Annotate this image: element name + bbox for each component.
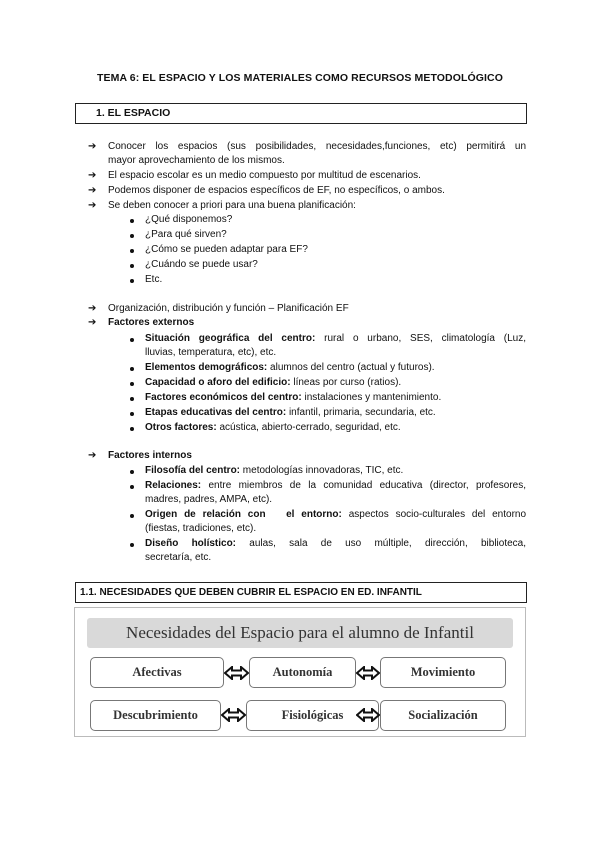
diagram-node-movimiento: Movimiento — [380, 657, 506, 688]
diagram-node-socializacion: Socialización — [380, 700, 506, 731]
bullet-dot-icon — [130, 234, 134, 238]
double-arrow-icon — [356, 708, 380, 722]
diagram-node-autonomia: Autonomía — [249, 657, 356, 688]
bullet-text: Organización, distribución y función – Planificación EF — [108, 303, 349, 314]
subheading-factores-internos: Factores internos — [108, 450, 192, 461]
bullet-dot-icon — [130, 397, 134, 401]
bullet-dot-icon — [130, 219, 134, 223]
bullet-dot-icon — [130, 485, 134, 489]
bullet-text: El espacio escolar es un medio compuesto por multitud de escenarios. — [108, 170, 421, 181]
arrow-bullet-icon: ➔ — [88, 303, 97, 314]
bullet-dot-icon — [130, 543, 134, 547]
factor-item-continued: secretaría, etc. — [145, 552, 212, 563]
factor-item-continued: (fiestas, tradiciones, etc). — [145, 523, 257, 534]
bullet-dot-icon — [130, 279, 134, 283]
factor-item: Situación geográfica del centro: rural o urbano, SES, climatología (Luz, — [145, 333, 526, 344]
question-item: Etc. — [145, 274, 163, 285]
subheading-factores-externos: Factores externos — [108, 317, 195, 328]
question-item: ¿Para qué sirven? — [145, 229, 227, 240]
bullet-text: Podemos disponer de espacios específicos de EF, no específicos, o ambos. — [108, 185, 445, 196]
arrow-bullet-icon: ➔ — [88, 200, 97, 211]
bullet-dot-icon — [130, 367, 134, 371]
double-arrow-icon — [221, 708, 246, 722]
arrow-bullet-icon: ➔ — [88, 170, 97, 181]
needs-diagram — [74, 607, 526, 737]
factor-item-continued: lluvias, temperatura, etc), etc. — [145, 347, 277, 358]
bullet-dot-icon — [130, 264, 134, 268]
bullet-text: Conocer los espacios (sus posibilidades, necesidades,funciones, etc) permitirá un — [108, 141, 526, 152]
factor-item: Relaciones: entre miembros de la comunidad educativa (director, profesores, — [145, 480, 526, 491]
double-arrow-icon — [224, 666, 249, 680]
factor-item: Otros factores: acústica, abierto-cerrado, seguridad, etc. — [145, 422, 401, 433]
section-heading-necesidades: 1.1. NECESIDADES QUE DEBEN CUBRIR EL ESPACIO EN ED. INFANTIL — [75, 582, 527, 603]
factor-item: Etapas educativas del centro: infantil, primaria, secundaria, etc. — [145, 407, 436, 418]
arrow-bullet-icon: ➔ — [88, 185, 97, 196]
arrow-bullet-icon: ➔ — [88, 317, 97, 328]
bullet-dot-icon — [130, 412, 134, 416]
bullet-text: Se deben conocer a priori para una buena planificación: — [108, 200, 356, 211]
diagram-node-fisiologicas: Fisiológicas — [246, 700, 379, 731]
bullet-text: mayor aprovechamiento de los mismos. — [108, 155, 285, 166]
arrow-bullet-icon: ➔ — [88, 141, 97, 152]
diagram-title: Necesidades del Espacio para el alumno de Infantil — [87, 618, 513, 648]
bullet-dot-icon — [130, 338, 134, 342]
bullet-dot-icon — [130, 514, 134, 518]
diagram-node-afectivas: Afectivas — [90, 657, 224, 688]
question-item: ¿Cuándo se puede usar? — [145, 259, 258, 270]
bullet-dot-icon — [130, 382, 134, 386]
factor-item-continued: madres, padres, AMPA, etc). — [145, 494, 273, 505]
factor-item: Filosofía del centro: metodologías innovadoras, TIC, etc. — [145, 465, 404, 476]
question-item: ¿Qué disponemos? — [145, 214, 233, 225]
diagram-node-descubrimiento: Descubrimiento — [90, 700, 221, 731]
factor-item: Factores económicos del centro: instalaciones y mantenimiento. — [145, 392, 442, 403]
factor-item: Diseño holístico: aulas, sala de uso múltiple, dirección, biblioteca, — [145, 538, 527, 549]
bullet-dot-icon — [130, 427, 134, 431]
question-item: ¿Cómo se pueden adaptar para EF? — [145, 244, 308, 255]
document-title: TEMA 6: EL ESPACIO Y LOS MATERIALES COMO RECURSOS METODOLÓGICO — [96, 72, 503, 84]
double-arrow-icon — [356, 666, 380, 680]
section-heading-el-espacio: 1. EL ESPACIO — [75, 103, 527, 124]
factor-item: Elementos demográficos: alumnos del centro (actual y futuros). — [145, 362, 435, 373]
bullet-dot-icon — [130, 470, 134, 474]
factor-item: Capacidad o aforo del edificio: líneas por curso (ratios). — [145, 377, 402, 388]
factor-item: Origen de relación con el entorno: aspectos socio-culturales del entorno — [145, 509, 527, 520]
arrow-bullet-icon: ➔ — [88, 450, 97, 461]
bullet-dot-icon — [130, 249, 134, 253]
